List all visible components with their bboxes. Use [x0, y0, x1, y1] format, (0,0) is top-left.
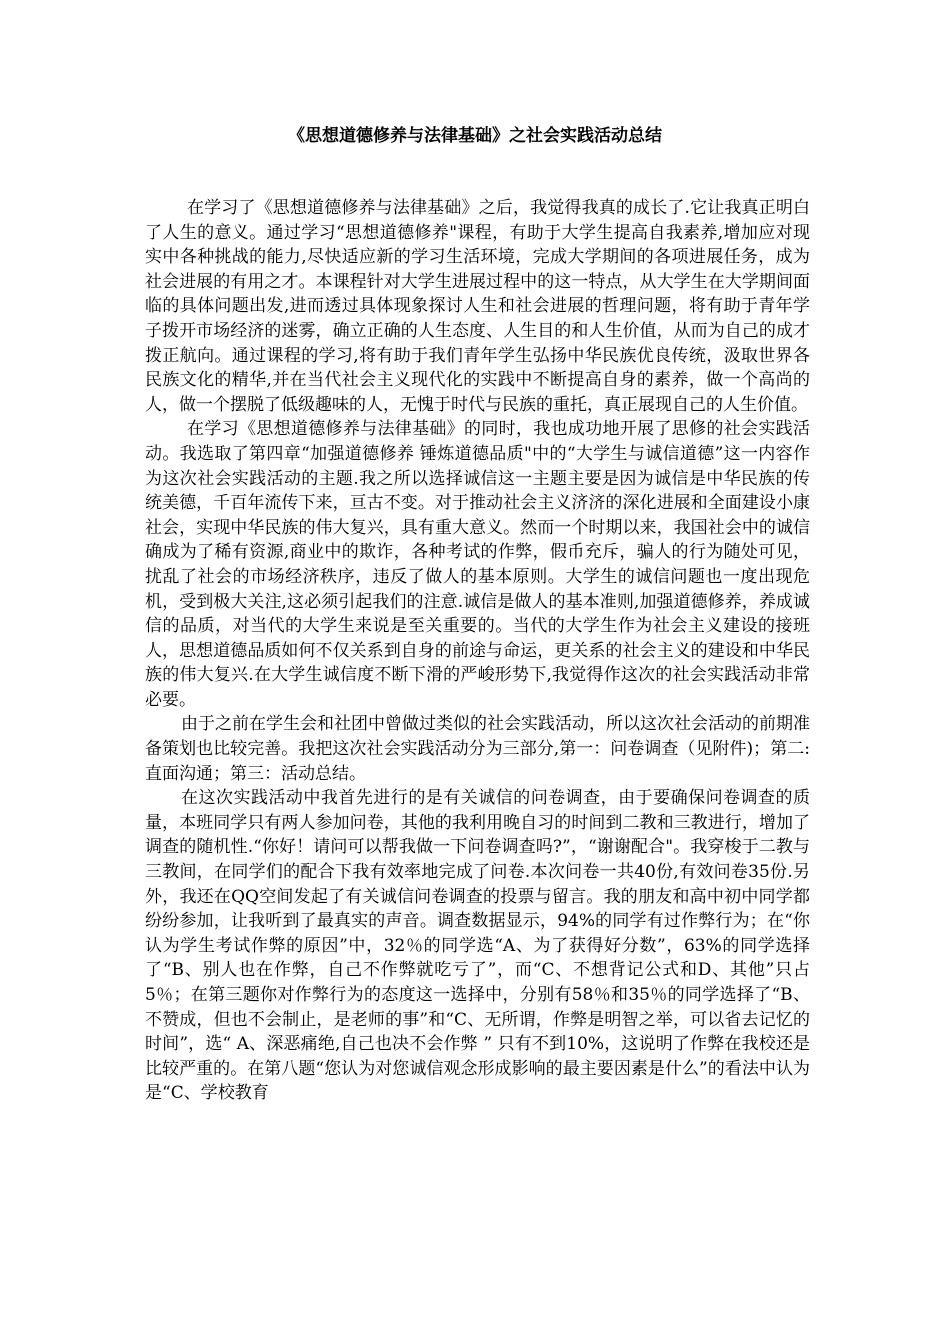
paragraph-1: 在学习了《思想道德修养与法律基础》之后，我觉得我真的成长了.它让我真正明白了人生的意义。通过学习“思想道德修养"课程，有助于大学生提高自我素养,增加应对现实中各种挑战的能力,尽快适应新的学习生活环境，完成大学期间的各项进展任务，成为社会进展的有用之才。本课程针对大学生进展过程中的这一特点，从大学生在大学期间面临的具体问题出发,进而透过具体现象探讨人生和社会进展的哲理问题，将有助于青年学子拨开市场经济的迷雾，确立正确的人生态度、人生目的和人生价值，从而为自己的成才拨正航向。通过课程的学习,将有助于我们青年学生弘扬中华民族优良传统，汲取世界各民族文化的精华,并在当代社会主义现代化的实践中不断提高自身的素养，做一个高尚的人，做一个摆脱了低级趣味的人，无愧于时代与民族的重托，真正展现自己的人生价值。: [145, 198, 810, 415]
paragraph-4: 在这次实践活动中我首先进行的是有关诚信的问卷调查，由于要确保问卷调查的质量，本班同学只有两人参加问卷，其他的我利用晚自习的时间到二教和三教进行，增加了调查的随机性.“你好！请问可以帮我做一下问卷调查吗?”，“谢谢配合"。我穿梭于二教与三教间，在同学们的配合下我有效率地完成了问卷.本次问卷一共40份,有效问卷35份.另外，我还在QQ空间发起了有关诚信问卷调查的投票与留言。我的朋友和高中初中同学都纷纷参加，让我听到了最真实的声音。调查数据显示，94%的同学有过作弊行为；在“你认为学生考试作弊的原因”中，32％的同学选“A、为了获得好分数”，63%的同学选择了“B、别人也在作弊，自己不作弊就吃亏了”，而“C、不想背记公式和D、其他”只占5％；在第三题你对作弊行为的态度这一选择中，分别有58％和35％的同学选择了“B、不赞成，但也不会制止，是老师的事”和“C、无所谓，作弊是明智之举，可以省去记忆的时间”，选“ A、深恶痛绝,自己也决不会作弊 ” 只有不到10%，这说明了作弊在我校还是比较严重的。在第八题“您认为对您诚信观念形成影响的最主要因素是什么”的看法中认为是“C、学校教育: [145, 788, 810, 1104]
document-body: [145, 196, 810, 1106]
paragraph-3: 由于之前在学生会和社团中曾做过类似的社会实践活动，所以这次社会活动的前期准备策划也比较完善。我把这次社会实践活动分为三部分,第一：问卷调查（见附件)；第二:直面沟通；第三：活动总结。: [145, 714, 810, 784]
paragraph-2: 在学习《思想道德修养与法律基础》的同时，我也成功地开展了思修的社会实践活动。我选取了第四章“加强道德修养 锤炼道德品质"中的“大学生与诚信道德”这一内容作为这次社会实践活动的主题.我之所以选择诚信这一主题主要是因为诚信是中华民族的传统美德，千百年流传下来，亘古不变。对于推动社会主义济济的深化进展和全面建设小康社会，实现中华民族的伟大复兴，具有重大意义。然而一个时期以来，我国社会中的诚信确成为了稀有资源,商业中的欺诈，各种考试的作弊，假币充斥，骗人的行为随处可见，扰乱了社会的市场经济秩序，违反了做人的基本原则。大学生的诚信问题也一度出现危机，受到极大关注,这必须引起我们的注意.诚信是做人的基本准则,加强道德修养，养成诚信的品质，对当代的大学生来说是至关重要的。当代的大学生作为社会主义建设的接班人，思想道德品质如何不仅关系到自身的前途与命运，更关系的社会主义的建设和中华民族的伟大复兴.在大学生诚信度不断下滑的严峻形势下,我觉得作这次的社会实践活动非常必要。: [145, 419, 810, 710]
document-title: 《思想道德修养与法律基础》之社会实践活动总结: [288, 126, 662, 146]
